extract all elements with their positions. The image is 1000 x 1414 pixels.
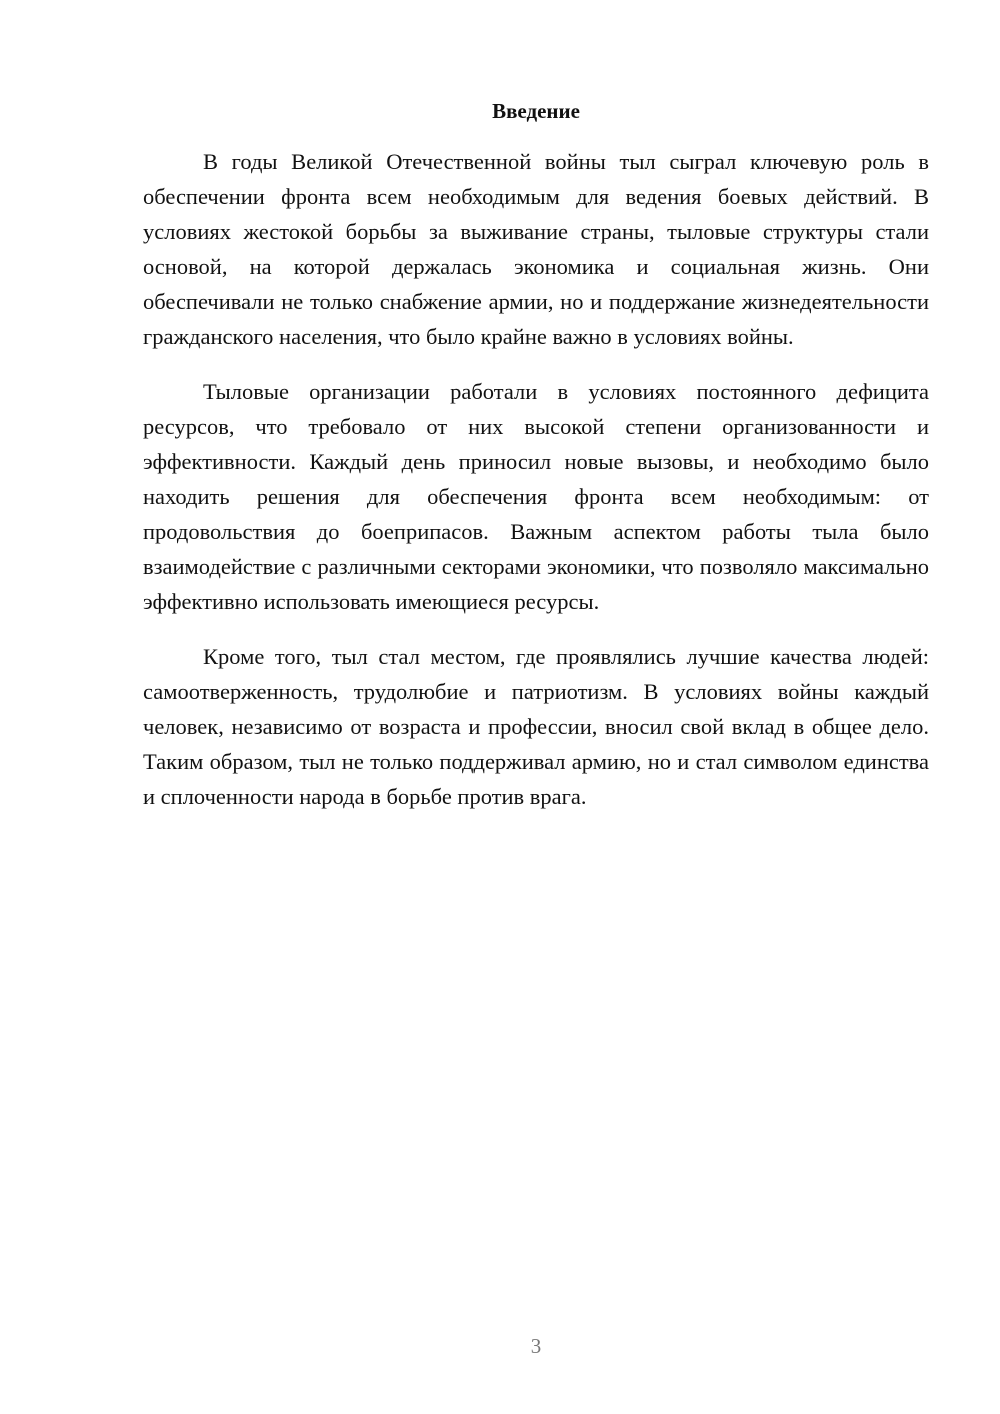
paragraph-2: Тыловые организации работали в условиях постоянного дефицита ресурсов, что требовало от них высокой степени организованности и эффективности. Каждый день приносил новые вызовы, и необходимо было находить решения для обеспечения фронта всем необходимым: от продовольствия до боеприпасов. Важным аспектом работы тыла было взаимодействие с различными секторами экономики, что позволяло максимально эффективно использовать имеющиеся ресурсы. — [143, 379, 929, 614]
document-body — [143, 144, 929, 834]
paragraph-3: Кроме того, тыл стал местом, где проявлялись лучшие качества людей: самоотверженность, трудолюбие и патриотизм. В условиях войны каждый человек, независимо от возраста и профессии, вносил свой вклад в общее дело. Таким образом, тыл не только поддерживал армию, но и стал символом единства и сплоченности народа в борьбе против врага. — [143, 644, 929, 809]
page-title: Введение — [492, 99, 580, 123]
page-number: 3 — [530, 1334, 542, 1358]
paragraph-1: В годы Великой Отечественной войны тыл сыграл ключевую роль в обеспечении фронта всем необходимым для ведения боевых действий. В условиях жестокой борьбы за выживание страны, тыловые структуры стали основой, на которой держалась экономика и социальная жизнь. Они обеспечивали не только снабжение армии, но и поддержание жизнедеятельности гражданского населения, что было крайне важно в условиях войны. — [143, 149, 929, 349]
